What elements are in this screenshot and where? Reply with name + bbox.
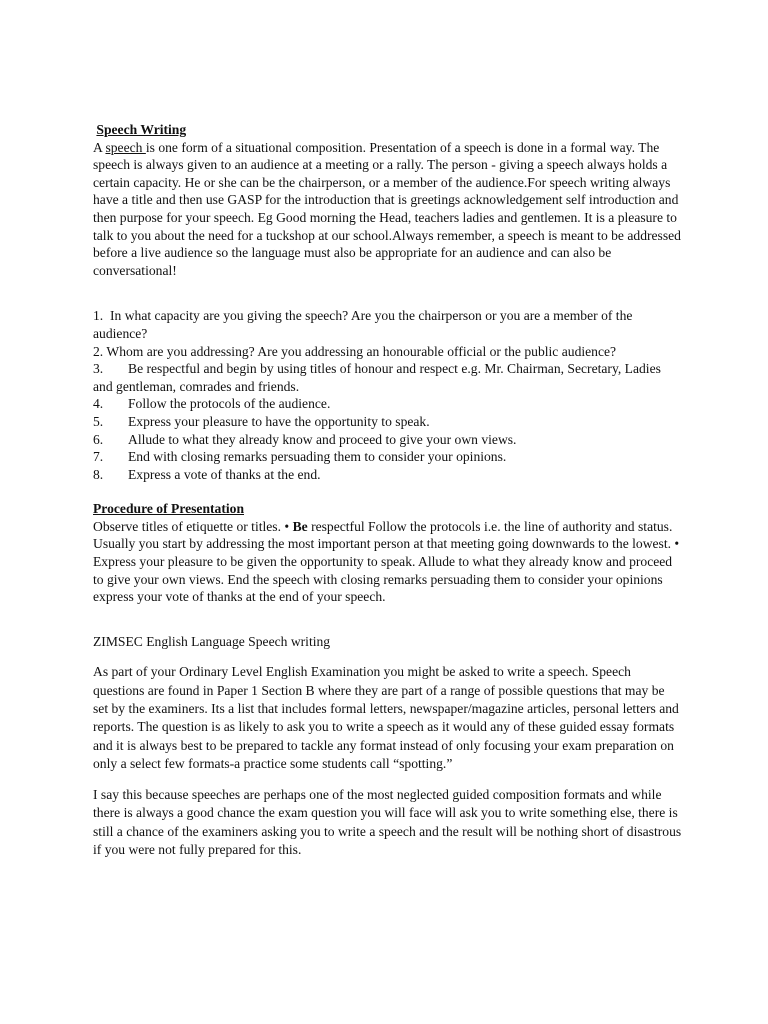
procedure-bold: Be — [292, 518, 308, 534]
list-item — [93, 466, 683, 484]
procedure-heading-line — [93, 500, 683, 518]
list-item — [93, 307, 683, 342]
list-text: In what capacity are you giving the speech? Are you the chairperson or you are a member of the audience? — [93, 308, 633, 341]
list-number: 3. — [93, 361, 104, 377]
numbered-list — [93, 307, 683, 483]
list-item — [93, 395, 683, 413]
list-item — [93, 360, 683, 395]
procedure-paragraph — [93, 518, 683, 606]
intro-body: is one form of a situational composition. Presentation of a speech is done in a formal way. The speech is always given to an audience at a meeting or a rally. The person - giving a speech always holds a certain capacity. He or she can be the chairperson, or a member of the audience.For speech writing always have a title and then use GASP for the introduction that is greetings acknowledgement self introduction and then purpose for your speech. Eg Good morning the Head, teachers ladies and gentlemen. It is a pleasure to talk to you about the need for a tuckshop at our school.Always remember, a speech is meant to be addressed before a live audience so the language must also be appropriate for an audience and can also be conversational! — [93, 139, 681, 278]
list-number: 7. — [93, 449, 104, 465]
list-number: 8. — [93, 466, 104, 482]
zimsec-section — [93, 633, 683, 859]
list-item — [93, 413, 683, 431]
procedure-heading: Procedure of Presentation — [93, 501, 245, 517]
list-item — [93, 448, 683, 466]
document-body — [93, 121, 683, 859]
procedure-text-1: Observe titles of etiquette or titles. • — [93, 518, 293, 534]
list-text: Whom are you addressing? Are you addressing an honourable official or the public audience? — [106, 343, 617, 359]
zimsec-paragraph-2: I say this because speeches are perhaps one of the most neglected guided composition formats and while there is always a good chance the exam question you will face will ask you to write something else, there is still a chance of the examiners asking you to write a speech and the result will be nothing short of disastrous if you were not fully prepared for this. — [93, 786, 682, 857]
list-number: 6. — [93, 431, 104, 447]
list-text: Follow the protocols of the audience. — [128, 396, 331, 412]
list-number: 2. — [93, 343, 104, 359]
title-line — [93, 121, 683, 139]
intro-paragraph — [93, 139, 683, 280]
list-number: 5. — [93, 413, 104, 429]
procedure-text-2: respectful Follow the protocols i.e. the line of authority and status. Usually you start by addressing the most important person at that meeting going downwards to the lowest. • Express your pleasure to be given the opportunity to speak. Allude to what they already know and proceed to give your own views. End the speech with closing remarks persuading them to consider your opinions express your vote of thanks at the end of your speech. — [93, 518, 680, 605]
zimsec-paragraph-1: As part of your Ordinary Level English Examination you might be asked to write a speech. Speech questions are found in Paper 1 Section B where they are part of a range of possible questions that may be set by the examiners. Its a list that includes formal letters, newspaper/magazine articles, personal letters and reports. The question is as likely to ask you to write a speech as it would any of these guided essay formats and it is always best to be prepared to tackle any format instead of only focusing your exam preparation on only a select few formats-a practice some students call “spotting.” — [93, 664, 679, 772]
page-title: Speech Writing — [96, 122, 187, 137]
speech-link[interactable]: speech — [105, 139, 146, 155]
intro-lead: A — [93, 139, 106, 155]
list-text: Express your pleasure to have the opportunity to speak. — [128, 413, 430, 429]
list-text: Be respectful and begin by using titles of honour and respect e.g. Mr. Chairman, Secretary, Ladies and gentleman, comrades and friends. — [93, 361, 661, 394]
zimsec-heading: ZIMSEC English Language Speech writing — [93, 633, 331, 649]
list-number: 4. — [93, 396, 104, 412]
list-number: 1. — [93, 308, 104, 324]
list-text: End with closing remarks persuading them to consider your opinions. — [128, 449, 507, 465]
list-text: Express a vote of thanks at the end. — [128, 466, 321, 482]
list-text: Allude to what they already know and proceed to give your own views. — [128, 431, 517, 447]
list-item — [93, 431, 683, 449]
list-item — [93, 343, 683, 361]
